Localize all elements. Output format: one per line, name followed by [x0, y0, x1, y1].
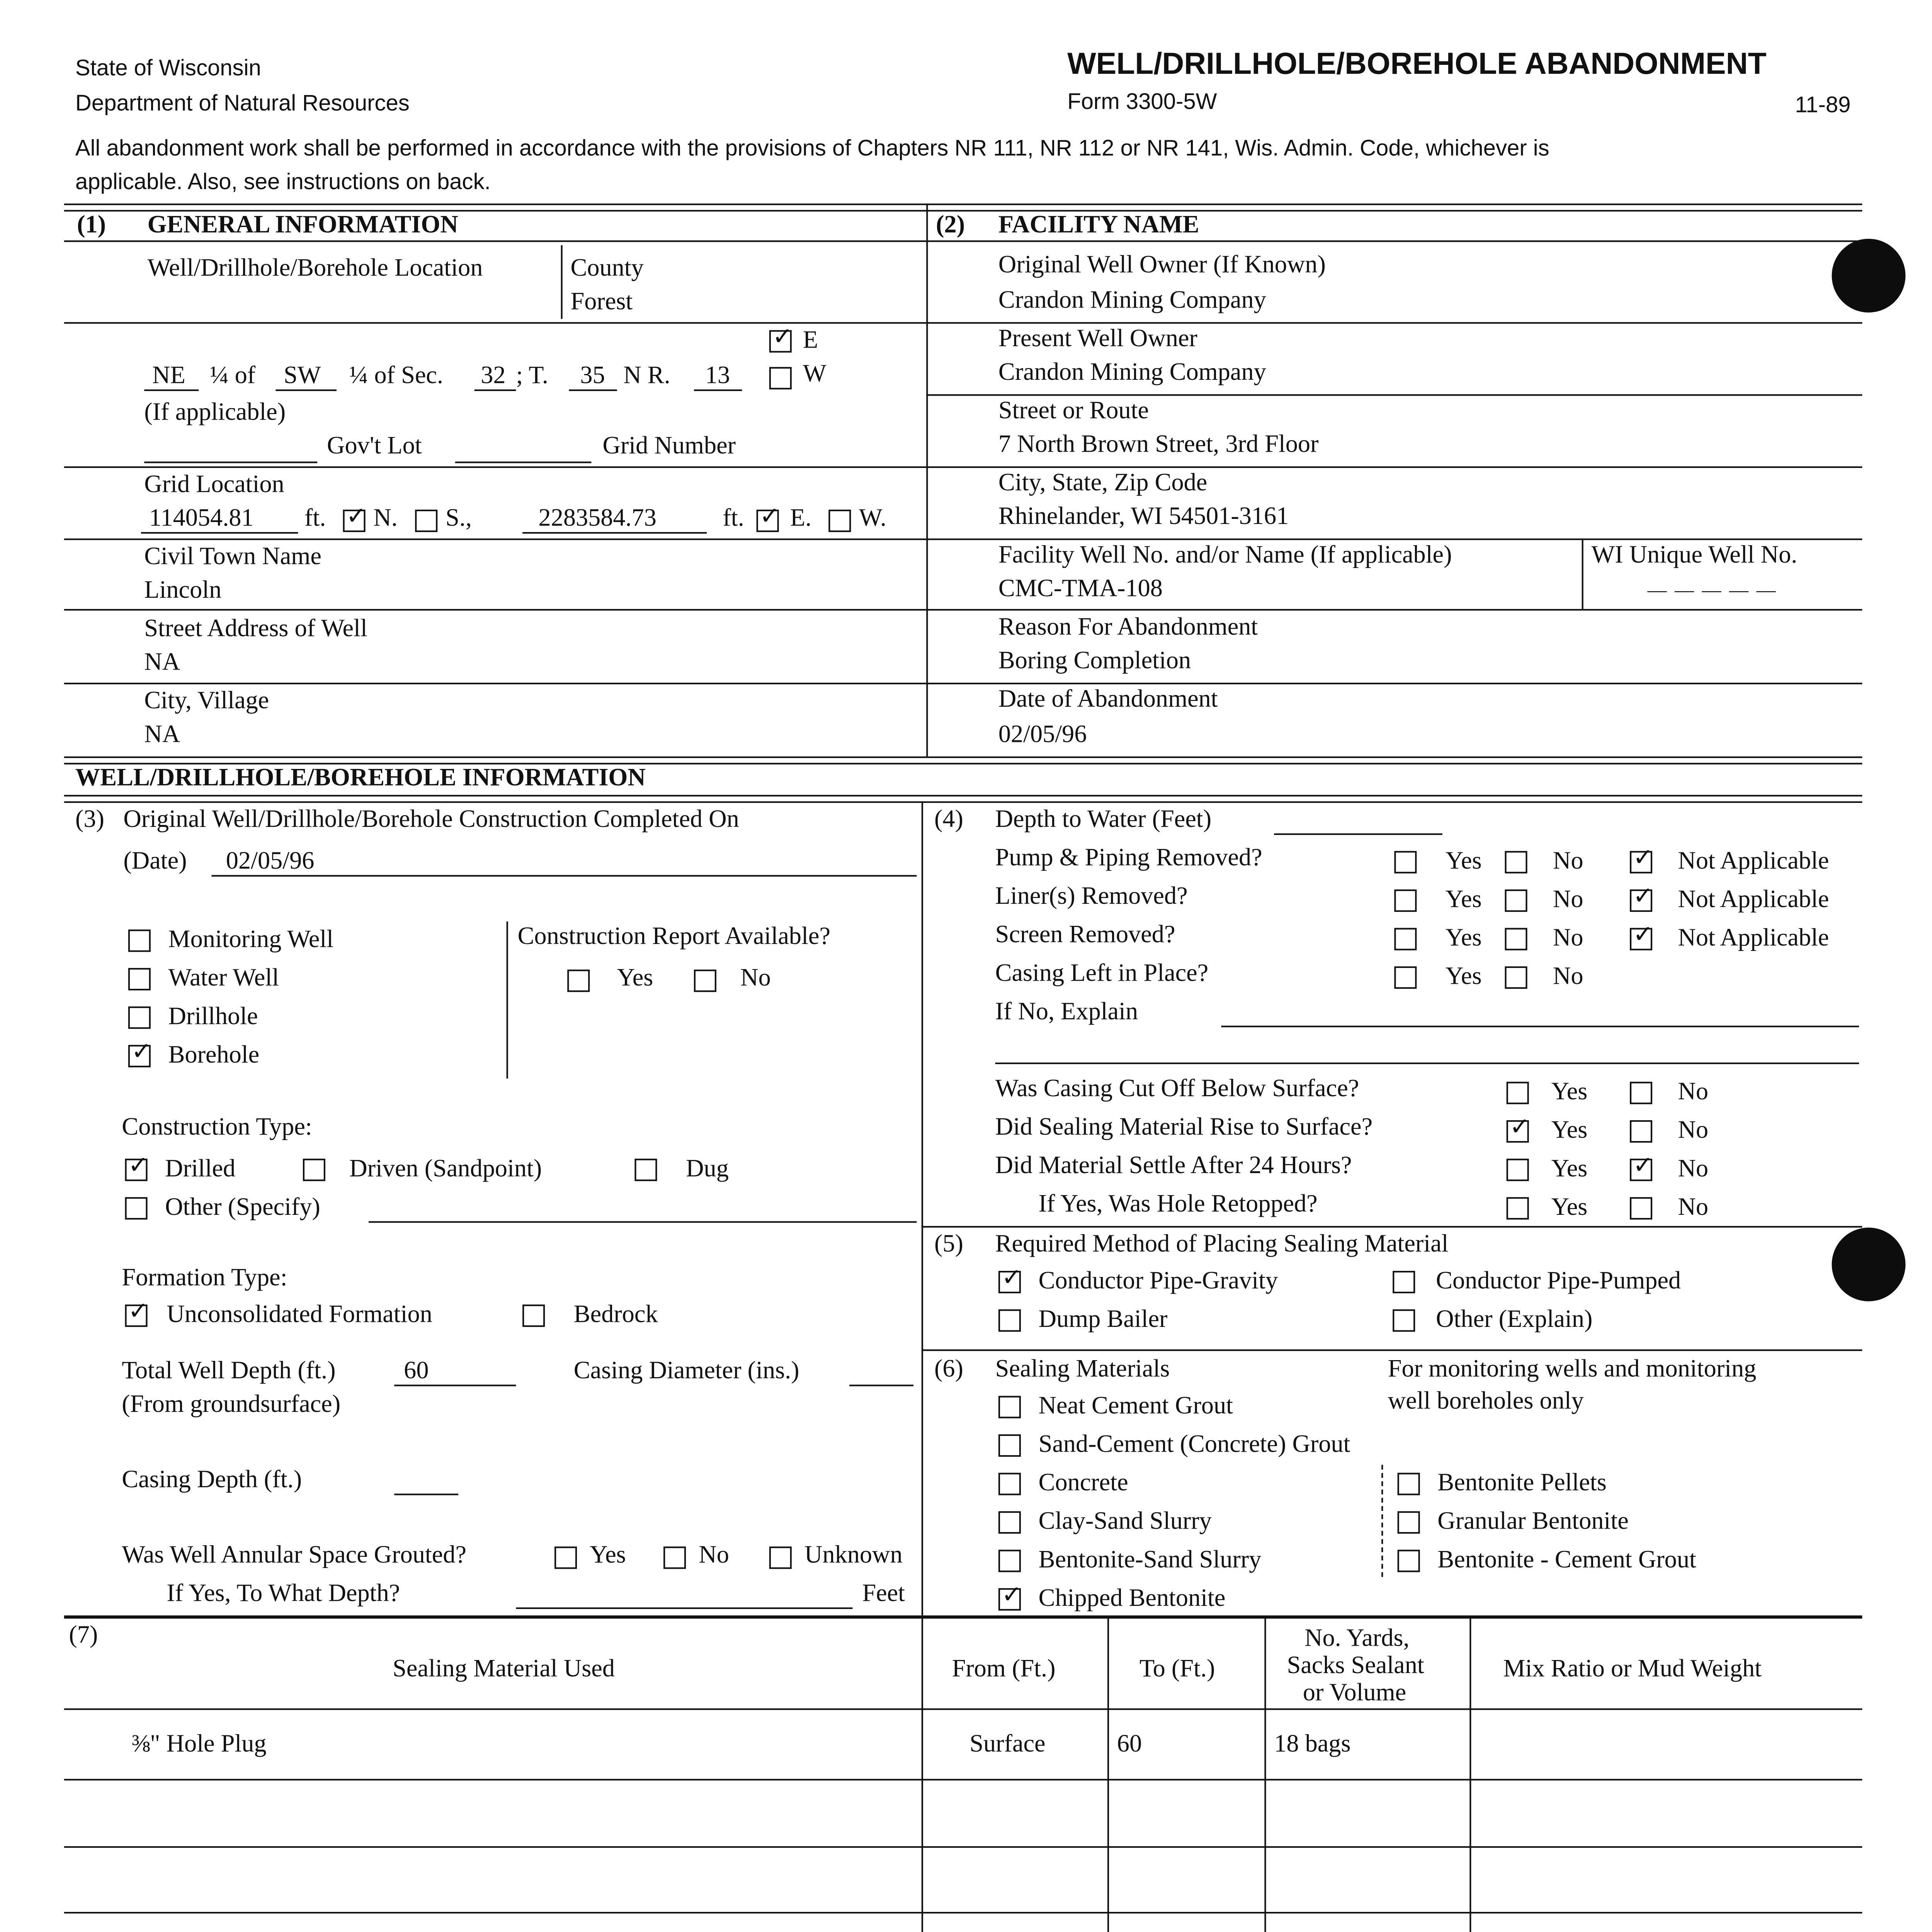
north-label: N. — [373, 505, 398, 532]
notice-text-2: applicable. Also, see instructions on back. — [75, 168, 491, 194]
rule — [64, 1708, 1862, 1710]
rule — [926, 240, 1862, 242]
rule — [926, 466, 1862, 468]
section-number: (2) — [936, 211, 965, 239]
present-owner-label: Present Well Owner — [998, 325, 1197, 353]
cut-off-no-label: No — [1678, 1078, 1709, 1106]
annular-unknown-label: Unknown — [804, 1541, 903, 1569]
county-value: Forest — [570, 288, 633, 316]
report-yes-label: Yes — [617, 964, 653, 992]
punch-hole-top — [1832, 239, 1906, 313]
rule — [64, 322, 926, 324]
cut-off-yes-label: Yes — [1551, 1078, 1588, 1106]
east-label: E — [803, 327, 818, 354]
rule — [926, 322, 1862, 324]
pumped-label: Conductor Pipe-Pumped — [1436, 1267, 1681, 1295]
depth-water-label: Depth to Water (Feet) — [995, 806, 1212, 833]
annular-unknown-checkbox[interactable] — [769, 1546, 792, 1569]
screen-label: Screen Removed? — [995, 921, 1175, 949]
bailer-checkbox[interactable] — [998, 1310, 1021, 1332]
location-label: Well/Drillhole/Borehole Location — [147, 255, 483, 282]
water-well-checkbox[interactable] — [128, 968, 151, 990]
completed-label: Original Well/Drillhole/Borehole Construction Completed On — [123, 806, 739, 833]
cement-grout-label: Bentonite - Cement Grout — [1437, 1546, 1696, 1574]
section-heading: FACILITY NAME — [998, 211, 1199, 239]
underline — [276, 389, 337, 391]
concrete-checkbox[interactable] — [998, 1473, 1021, 1495]
pump-yes-checkbox[interactable] — [1394, 851, 1417, 873]
column-divider — [926, 204, 928, 757]
form-date: 11-89 — [1795, 91, 1851, 117]
rule — [64, 240, 926, 242]
col-header-from: From (Ft.) — [952, 1655, 1056, 1683]
granular-label: Granular Bentonite — [1437, 1508, 1629, 1536]
casing-left-yes-label: Yes — [1446, 963, 1482, 991]
concrete-label: Concrete — [1038, 1469, 1128, 1497]
check-mark-icon: ✓ — [1633, 920, 1653, 949]
underline — [211, 875, 917, 877]
reason-value: Boring Completion — [998, 647, 1191, 675]
casing-left-yes-checkbox[interactable] — [1394, 966, 1417, 989]
rule — [926, 683, 1862, 684]
facility-street-label: Street or Route — [998, 397, 1149, 425]
section-number: (4) — [934, 806, 963, 833]
underline — [1274, 833, 1442, 835]
liner-no-label: No — [1553, 886, 1583, 914]
underline — [995, 1063, 1859, 1064]
date-label: (Date) — [123, 848, 187, 875]
check-mark-icon: ✓ — [128, 1296, 148, 1325]
bentonite-sand-label: Bentonite-Sand Slurry — [1038, 1546, 1262, 1574]
west-label: W — [803, 361, 827, 388]
cement-grout-checkbox[interactable] — [1398, 1550, 1420, 1572]
grid-number-label: Grid Number — [602, 432, 736, 460]
facility-street-value: 7 North Brown Street, 3rd Floor — [998, 431, 1319, 459]
dug-label: Dug — [686, 1155, 729, 1183]
screen-na-label: Not Applicable — [1678, 925, 1829, 952]
monitoring-note-2: well boreholes only — [1388, 1388, 1584, 1415]
range-label: N R. — [623, 362, 670, 389]
rule — [922, 1226, 1862, 1228]
section-number: (1) — [77, 211, 106, 239]
facility-city-label: City, State, Zip Code — [998, 469, 1208, 497]
underline — [394, 1493, 458, 1495]
report-no-checkbox[interactable] — [694, 969, 716, 992]
rule — [926, 394, 1862, 396]
rise-yes-checkbox[interactable] — [1507, 1112, 1530, 1143]
rise-no-checkbox[interactable] — [1630, 1120, 1652, 1143]
unconsolidated-label: Unconsolidated Formation — [167, 1301, 432, 1329]
orig-owner-value: Crandon Mining Company — [998, 287, 1266, 314]
underline — [394, 1384, 516, 1386]
dug-checkbox[interactable] — [634, 1159, 657, 1181]
chipped-bentonite-checkbox[interactable] — [998, 1580, 1022, 1611]
facility-city-value: Rhinelander, WI 54501-3161 — [998, 503, 1289, 531]
ft-label: ft. — [304, 505, 326, 532]
materials-label: Sealing Materials — [995, 1355, 1170, 1383]
liner-yes-label: Yes — [1446, 886, 1482, 914]
rule — [64, 1912, 1862, 1913]
screen-yes-label: Yes — [1446, 925, 1482, 952]
column-divider — [1469, 1619, 1471, 1932]
cell-divider — [507, 922, 508, 1078]
underline — [474, 389, 516, 391]
township-label: ; T. — [516, 362, 548, 389]
other-method-checkbox[interactable] — [1393, 1310, 1415, 1332]
check-mark-icon: ✓ — [128, 1150, 148, 1180]
south-label: S., — [446, 505, 472, 532]
pump-na-label: Not Applicable — [1678, 848, 1829, 875]
drillhole-checkbox[interactable] — [128, 1007, 151, 1029]
monitoring-note: For monitoring wells and monitoring — [1388, 1355, 1757, 1383]
orig-owner-label: Original Well Owner (If Known) — [998, 252, 1326, 279]
drilled-checkbox[interactable] — [125, 1150, 148, 1181]
check-mark-icon: ✓ — [772, 322, 793, 351]
unique-well-label: WI Unique Well No. — [1591, 541, 1798, 569]
column-divider — [922, 1619, 923, 1932]
report-label: Construction Report Available? — [517, 923, 831, 951]
column-divider — [1264, 1619, 1266, 1932]
cell-divider — [1582, 539, 1583, 609]
report-yes-checkbox[interactable] — [567, 969, 590, 992]
settle-no-checkbox[interactable] — [1630, 1150, 1653, 1181]
clay-sand-label: Clay-Sand Slurry — [1038, 1508, 1212, 1536]
liner-label: Liner(s) Removed? — [995, 883, 1188, 910]
check-mark-icon: ✓ — [1509, 1112, 1530, 1141]
pump-yes-label: Yes — [1446, 848, 1482, 875]
what-depth-label: If Yes, To What Depth? — [167, 1580, 400, 1607]
form-title: WELL/DRILLHOLE/BOREHOLE ABANDONMENT — [1067, 48, 1767, 82]
settle-no-label: No — [1678, 1155, 1709, 1183]
street-address-value: NA — [144, 649, 180, 677]
section-number: (7) — [69, 1622, 98, 1649]
sand-cement-label: Sand-Cement (Concrete) Grout — [1038, 1431, 1350, 1459]
col-header-mix: Mix Ratio or Mud Weight — [1503, 1655, 1762, 1683]
retopped-yes-label: Yes — [1551, 1194, 1588, 1221]
driven-label: Driven (Sandpoint) — [349, 1155, 542, 1183]
granular-checkbox[interactable] — [1398, 1511, 1420, 1534]
north-checkbox[interactable] — [343, 502, 367, 532]
underline — [1221, 1026, 1859, 1027]
rule — [64, 466, 926, 468]
retopped-no-label: No — [1678, 1194, 1709, 1221]
table-cell-material: ⅜" Hole Plug — [131, 1731, 267, 1758]
east-checkbox[interactable] — [769, 322, 793, 352]
rule — [64, 609, 926, 611]
punch-hole-middle — [1832, 1228, 1906, 1301]
grid-east-value: 2283584.73 — [538, 505, 656, 532]
quarter-label: ¼ of — [210, 362, 256, 389]
bedrock-label: Bedrock — [573, 1301, 658, 1329]
settle-yes-label: Yes — [1551, 1155, 1588, 1183]
county-label: County — [570, 255, 644, 282]
reason-label: Reason For Abandonment — [998, 614, 1258, 641]
section-number: (5) — [934, 1231, 963, 1258]
rule — [64, 1846, 1862, 1848]
total-depth-value: 60 — [404, 1357, 429, 1385]
rule — [64, 683, 926, 684]
col-header-sacks: Sacks Sealant — [1287, 1652, 1424, 1680]
bedrock-checkbox[interactable] — [522, 1304, 545, 1327]
report-no-label: No — [740, 964, 771, 992]
underline — [849, 1384, 913, 1386]
sand-cement-checkbox[interactable] — [998, 1434, 1021, 1457]
range-value: 13 — [705, 362, 730, 389]
quarter2-value: SW — [284, 362, 321, 389]
settle-yes-checkbox[interactable] — [1507, 1159, 1529, 1181]
underline — [569, 389, 617, 391]
underline — [455, 461, 592, 463]
south-checkbox[interactable] — [415, 510, 437, 532]
liner-yes-checkbox[interactable] — [1394, 889, 1417, 912]
retopped-no-checkbox[interactable] — [1630, 1197, 1652, 1219]
city-village-label: City, Village — [144, 687, 269, 715]
grid-location-label: Grid Location — [144, 471, 284, 498]
liner-na-checkbox[interactable] — [1630, 881, 1653, 912]
east-grid-checkbox[interactable] — [757, 502, 780, 532]
rule — [926, 609, 1862, 611]
section-value: 32 — [481, 362, 506, 389]
underline — [141, 532, 298, 534]
underline — [516, 1607, 852, 1609]
bentonite-sand-checkbox[interactable] — [998, 1550, 1021, 1572]
check-mark-icon: ✓ — [759, 502, 780, 531]
rule — [926, 539, 1862, 540]
west-grid-checkbox[interactable] — [828, 510, 851, 532]
casing-depth-label: Casing Depth (ft.) — [122, 1466, 302, 1494]
check-mark-icon: ✓ — [1633, 1150, 1653, 1180]
borehole-label: Borehole — [168, 1041, 260, 1069]
underline — [144, 461, 317, 463]
water-well-label: Water Well — [168, 964, 279, 992]
govt-lot-label: Gov't Lot — [327, 432, 422, 460]
underline — [694, 389, 742, 391]
monitoring-well-checkbox[interactable] — [128, 930, 151, 952]
cut-off-label: Was Casing Cut Off Below Surface? — [995, 1075, 1359, 1103]
rise-no-label: No — [1678, 1117, 1709, 1145]
col-header-volume: or Volume — [1303, 1679, 1406, 1707]
explain-label: If No, Explain — [995, 998, 1138, 1026]
annular-yes-checkbox[interactable] — [554, 1546, 577, 1569]
township-value: 35 — [580, 362, 605, 389]
rule — [64, 1616, 1862, 1619]
state-name: State of Wisconsin — [75, 54, 261, 80]
cell-divider — [561, 245, 563, 319]
col-header-material: Sealing Material Used — [393, 1655, 615, 1683]
rise-yes-label: Yes — [1551, 1117, 1588, 1145]
pump-na-checkbox[interactable] — [1630, 843, 1653, 873]
from-ground-label: (From groundsurface) — [122, 1391, 341, 1418]
column-divider — [922, 801, 923, 1616]
pellets-checkbox[interactable] — [1398, 1473, 1420, 1495]
clay-sand-checkbox[interactable] — [998, 1511, 1021, 1534]
facility-well-label: Facility Well No. and/or Name (If applicable) — [998, 541, 1452, 569]
other-construction-checkbox[interactable] — [125, 1197, 148, 1219]
unconsolidated-checkbox[interactable] — [125, 1296, 148, 1327]
cut-off-no-checkbox[interactable] — [1630, 1082, 1652, 1104]
drillhole-label: Drillhole — [168, 1003, 258, 1031]
if-applicable-label: (If applicable) — [144, 399, 286, 427]
rule — [64, 1779, 1862, 1781]
total-depth-label: Total Well Depth (ft.) — [122, 1357, 336, 1385]
other-method-label: Other (Explain) — [1436, 1306, 1593, 1333]
grid-north-value: 114054.81 — [149, 505, 254, 532]
underline — [522, 532, 707, 534]
method-label: Required Method of Placing Sealing Material — [995, 1231, 1449, 1258]
underline — [369, 1221, 917, 1223]
west-grid-label: W. — [859, 505, 886, 532]
well-info-heading: WELL/DRILLHOLE/BOREHOLE INFORMATION — [75, 764, 646, 792]
underline — [144, 389, 199, 391]
other-construction-label: Other (Specify) — [165, 1194, 320, 1221]
col-header-yards: No. Yards, — [1304, 1625, 1410, 1653]
present-owner-value: Crandon Mining Company — [998, 359, 1266, 386]
abandon-date-label: Date of Abandonment — [998, 686, 1218, 713]
gravity-label: Conductor Pipe-Gravity — [1038, 1267, 1278, 1295]
annular-yes-label: Yes — [590, 1541, 626, 1569]
check-mark-icon: ✓ — [1633, 843, 1653, 872]
casing-left-label: Casing Left in Place? — [995, 960, 1209, 987]
feet-label: Feet — [862, 1580, 905, 1607]
facility-well-value: CMC-TMA-108 — [998, 575, 1163, 603]
check-mark-icon: ✓ — [1002, 1580, 1022, 1609]
rule — [64, 795, 1862, 796]
formation-type-label: Formation Type: — [122, 1264, 287, 1292]
rule — [64, 539, 926, 540]
neat-cement-checkbox[interactable] — [998, 1396, 1021, 1418]
abandon-date-value: 02/05/96 — [998, 721, 1087, 748]
pump-label: Pump & Piping Removed? — [995, 844, 1262, 872]
pump-no-label: No — [1553, 848, 1583, 875]
pumped-checkbox[interactable] — [1393, 1271, 1415, 1293]
driven-checkbox[interactable] — [303, 1159, 325, 1181]
screen-no-label: No — [1553, 925, 1583, 952]
borehole-checkbox[interactable] — [128, 1037, 152, 1067]
table-cell-to: 60 — [1117, 1731, 1142, 1758]
city-village-value: NA — [144, 721, 180, 748]
civil-town-label: Civil Town Name — [144, 543, 321, 571]
civil-town-value: Lincoln — [144, 577, 222, 604]
check-mark-icon: ✓ — [346, 502, 367, 531]
drilled-label: Drilled — [165, 1155, 236, 1183]
rule — [922, 1349, 1862, 1351]
col-header-to: To (Ft.) — [1139, 1655, 1215, 1683]
chipped-bentonite-label: Chipped Bentonite — [1038, 1585, 1226, 1612]
screen-na-checkbox[interactable] — [1630, 920, 1653, 950]
rule — [64, 801, 1862, 803]
section-heading: GENERAL INFORMATION — [147, 211, 458, 239]
section-number: (6) — [934, 1355, 963, 1383]
cut-off-yes-checkbox[interactable] — [1507, 1082, 1529, 1104]
table-cell-volume: 18 bags — [1274, 1731, 1351, 1758]
construction-type-label: Construction Type: — [122, 1114, 312, 1141]
annular-label: Was Well Annular Space Grouted? — [122, 1541, 467, 1569]
monitoring-well-label: Monitoring Well — [168, 926, 334, 954]
table-cell-from: Surface — [969, 1731, 1046, 1758]
screen-yes-checkbox[interactable] — [1394, 928, 1417, 950]
notice-text: All abandonment work shall be performed in accordance with the provisions of Chapters NR 111, NR 112 or NR 141, Wis. Admin. Code, whichever is — [75, 134, 1549, 160]
casing-left-no-checkbox[interactable] — [1505, 966, 1527, 989]
retopped-label: If Yes, Was Hole Retopped? — [1038, 1190, 1318, 1218]
bailer-label: Dump Bailer — [1038, 1306, 1168, 1333]
casing-diameter-label: Casing Diameter (ins.) — [573, 1357, 799, 1385]
pump-no-checkbox[interactable] — [1505, 851, 1527, 873]
rise-label: Did Sealing Material Rise to Surface? — [995, 1114, 1373, 1141]
pellets-label: Bentonite Pellets — [1437, 1469, 1607, 1497]
rule — [64, 757, 1862, 758]
section-number: (3) — [75, 806, 104, 833]
check-mark-icon: ✓ — [1633, 881, 1653, 910]
column-divider — [1107, 1619, 1109, 1932]
retopped-yes-checkbox[interactable] — [1507, 1197, 1529, 1219]
casing-left-no-label: No — [1553, 963, 1583, 991]
check-mark-icon: ✓ — [131, 1037, 152, 1066]
west-checkbox[interactable] — [769, 367, 792, 389]
quarter-value: NE — [152, 362, 185, 389]
gravity-checkbox[interactable] — [998, 1263, 1022, 1293]
form-number: Form 3300-5W — [1067, 88, 1217, 114]
liner-na-label: Not Applicable — [1678, 886, 1829, 914]
east-grid-label: E. — [790, 505, 812, 532]
department-name: Department of Natural Resources — [75, 90, 410, 116]
screen-no-checkbox[interactable] — [1505, 928, 1527, 950]
ft-label-2: ft. — [723, 505, 744, 532]
completed-date-value: 02/05/96 — [226, 848, 315, 875]
annular-no-checkbox[interactable] — [663, 1546, 686, 1569]
annular-no-label: No — [699, 1541, 729, 1569]
street-address-label: Street Address of Well — [144, 615, 367, 643]
neat-cement-label: Neat Cement Grout — [1038, 1393, 1233, 1420]
unique-well-value: — — — — — — [1647, 578, 1777, 601]
dashed-divider — [1381, 1465, 1383, 1577]
section-label: ¼ of Sec. — [349, 362, 443, 389]
settle-label: Did Material Settle After 24 Hours? — [995, 1152, 1352, 1180]
rule — [64, 204, 1862, 205]
liner-no-checkbox[interactable] — [1505, 889, 1527, 912]
check-mark-icon: ✓ — [1002, 1263, 1022, 1292]
